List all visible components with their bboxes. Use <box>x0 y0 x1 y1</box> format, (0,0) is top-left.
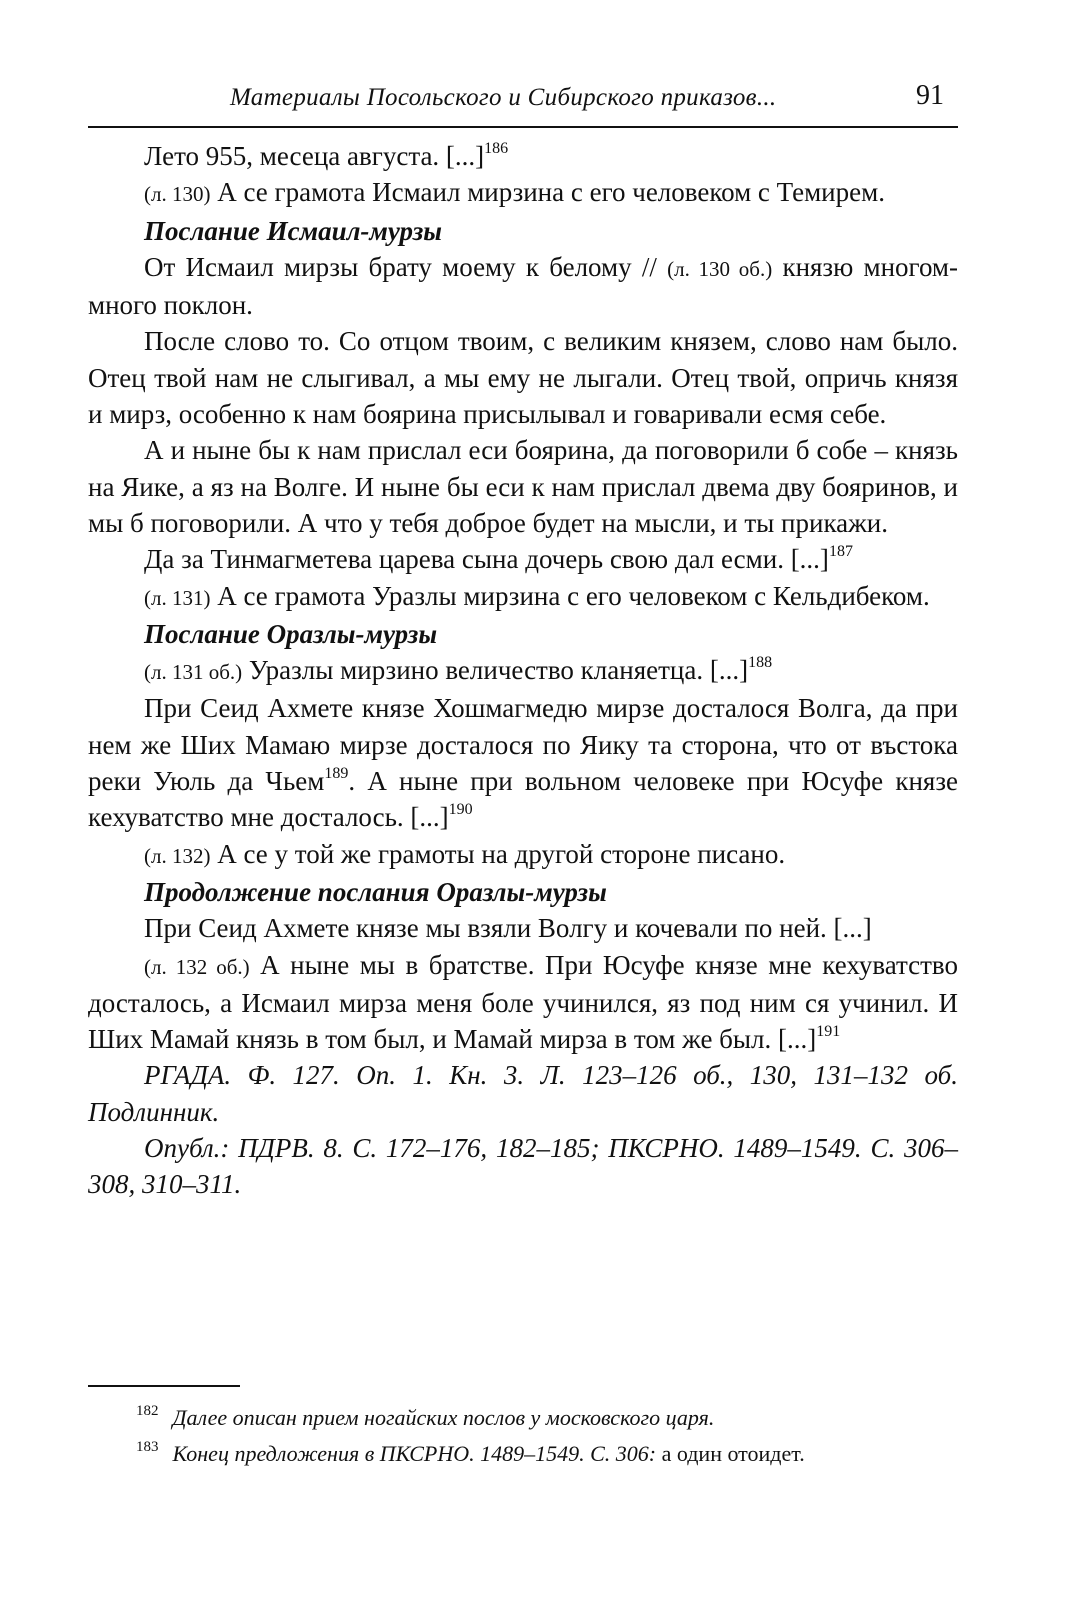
footnote-ref-188: 188 <box>748 654 773 672</box>
footnotes <box>88 1400 958 1472</box>
footnote-182 <box>88 1400 958 1436</box>
folio-ref: (л. 132 об.) <box>144 954 250 979</box>
text-run: А се у той же грамоты на другой стороне писано. <box>210 838 786 869</box>
paragraph-reverse-note <box>88 836 958 874</box>
paragraph-body-1: После слово то. Со отцом твоим, с великим князем, слово нам было. Отец твой нам не слыгивал, а мы ему не лыгали. Отец твой, опричь князя и мирз, особенно к нам боярина присылывал и говаривали есмя себе. <box>88 326 958 430</box>
folio-ref: (л. 131) <box>144 585 211 610</box>
footnote-text: Конец предложения в ПКСРНО. 1489–1549. С. 306: <box>172 1441 657 1466</box>
main-text <box>88 138 958 1203</box>
text-run: А се грамота Уразлы мирзина с его человеком с Кельдибеком. <box>210 580 930 611</box>
paragraph-letter-intro-1 <box>88 174 958 212</box>
paragraph-body-2: А и ныне бы к нам прислал еси боярина, да поговорили б собе – князь на Яике, а яз на Волге. И ныне бы еси к нам прислал двема дву бояринов, и мы б поговорили. А что у тебя доброе будет на мысли, и ты прикажи. <box>88 435 958 538</box>
paragraph-body-4 <box>88 690 958 835</box>
footnote-ref-187: 187 <box>828 543 853 561</box>
paragraph-body-5: При Сеид Ахмете князе мы взяли Волгу и кочевали по ней. [...] <box>144 913 872 944</box>
footnote-number: 182 <box>136 1403 159 1419</box>
running-title: Материалы Посольского и Сибирского приказов... <box>230 84 777 111</box>
running-header <box>88 78 958 128</box>
folio-ref: (л. 130) <box>144 182 211 207</box>
footnote-ref-189: 189 <box>324 765 349 783</box>
folio-ref: (л. 130 об.) <box>667 256 773 281</box>
text-run: князю многом-много поклон. <box>88 251 959 321</box>
section-heading-1: Послание Исмаил-мурзы <box>144 215 442 246</box>
footnote-ref-186: 186 <box>484 140 509 157</box>
footnote-183 <box>88 1436 958 1472</box>
text-run: Да за Тинмагметева царева сына дочерь свою дал есми. [...] <box>144 544 829 575</box>
paragraph-salutation <box>88 652 958 690</box>
paragraph-date <box>88 138 958 174</box>
footnote-number: 183 <box>136 1439 159 1455</box>
folio-ref: (л. 132) <box>144 843 211 868</box>
text-run: Уразлы мирзино величество кланяетца. [...] <box>242 655 749 686</box>
folio-ref: (л. 131 об.) <box>144 660 243 685</box>
page-number: 91 <box>916 80 944 111</box>
footnote-ref-191: 191 <box>816 1023 841 1041</box>
text-run: Лето 955, месеца августа. [...] <box>144 141 485 171</box>
text-run: А ныне мы в братстве. При Юсуфе князе мне кехуватство досталось, а Исмаил мирза меня боле учинился, яз под ним ся учинил. И Ших Мамай князь в том был, и Мамай мирза в том же был. [...] <box>88 949 958 1055</box>
publication-source: Опубл.: ПДРВ. 8. С. 172–176, 182–185; ПКСРНО. 1489–1549. С. 306–308, 310–311. <box>88 1133 958 1200</box>
text-run: А се грамота Исмаил мирзина с его человеком с Темирем. <box>210 177 885 208</box>
paragraph-body-3 <box>88 541 958 577</box>
footnote-ref-190: 190 <box>448 801 473 819</box>
paragraph-greeting <box>88 249 958 324</box>
section-heading-2: Послание Оразлы-мурзы <box>144 618 438 649</box>
text-run: От Исмаил мирзы брату моему к белому // <box>144 251 668 282</box>
section-heading-3: Продолжение послания Оразлы-мурзы <box>144 876 607 907</box>
archival-source: РГАДА. Ф. 127. Оп. 1. Кн. 3. Л. 123–126 об., 130, 131–132 об. Подлинник. <box>88 1060 958 1127</box>
footnote-divider <box>88 1385 240 1387</box>
footnote-quote: а один отоидет. <box>656 1441 805 1466</box>
paragraph-body-6 <box>88 947 958 1058</box>
text-run: При Сеид Ахмете князе Хошмагмедю мирзе досталося Волга, да при нем же Ших Мамаю мирзе досталося по Яику та сторона, что от въстока реки Уюль да Чьем <box>88 693 958 797</box>
footnote-text: Далее описан прием ногайских послов у московского царя. <box>172 1405 715 1430</box>
text-run: . А ныне при вольном человеке при Юсуфе князе кехуватство мне досталось. [...] <box>88 766 959 833</box>
paragraph-letter-intro-2 <box>88 578 958 616</box>
